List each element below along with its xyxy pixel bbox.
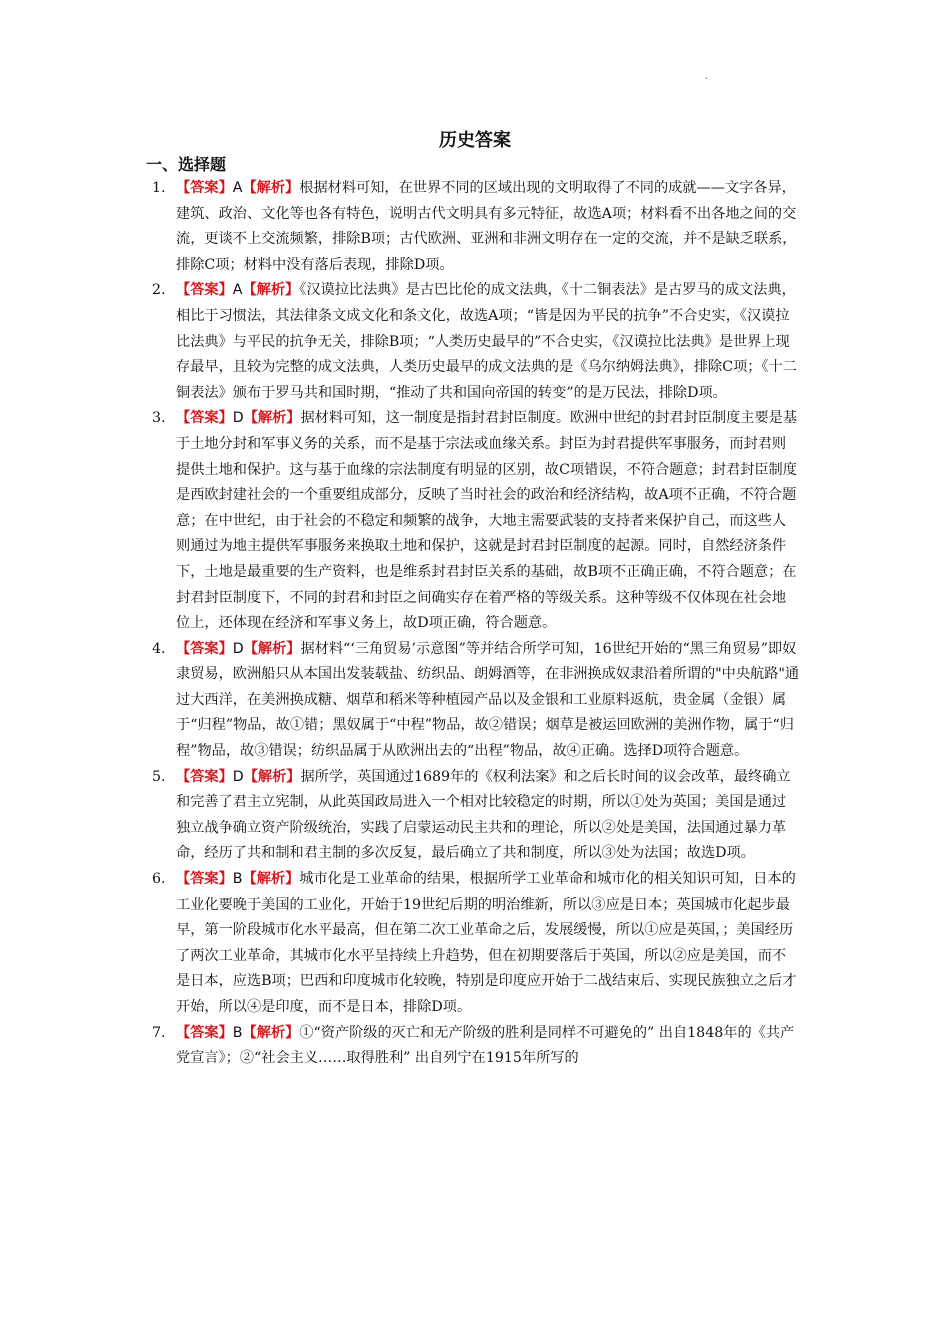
question-item xyxy=(146,867,800,1021)
analysis-tag: 【解析】 xyxy=(242,282,300,299)
question-item xyxy=(146,176,800,278)
analysis-text: 据材料可知，这一制度是指封君封臣制度。欧洲中世纪的封君封臣制度主要是基于土地分封和军事义务的关系，而不是基于宗法或血缘关系。封臣为封君提供军事服务，而封君则提供土地和保护。这与基于血缘的宗法制度有明显的区别，故C项错误，不符合题意；封君封臣制度是西欧封建社会的一个重要组成部分，反映了当时社会的政治和经济结构，故A项不正确，不符合题意；在中世纪，由于社会的不稳定和频繁的战争，大地主需要武装的支持者来保护自己，而这些人则通过为地主提供军事服务来换取土地和保护，这就是封君封臣制度的起源。同时，自然经济条件下，土地是最重要的生产资料，也是维系封君封臣关系的基础，故B项不正确正确，不符合题意；在封君封臣制度下，不同的封君和封臣之间确实存在着严格的等级关系。这种等级不仅体现在社会地位上，还体现在经济和军事义务上，故D项正确，符合题意。 xyxy=(176,410,798,632)
answer-letter: D xyxy=(232,768,244,785)
question-item xyxy=(146,765,800,867)
question-number: 6. xyxy=(152,871,166,888)
question-number: 7. xyxy=(152,1024,166,1041)
page-title: 历史答案 xyxy=(439,130,511,151)
answer-letter: B xyxy=(232,1024,243,1041)
answer-letter: B xyxy=(232,871,243,888)
question-item xyxy=(146,1021,800,1072)
section-heading: 一、选择题 xyxy=(146,155,227,174)
answer-tag: 【答案】 xyxy=(176,180,233,196)
analysis-text: 《汉谟拉比法典》是古巴比伦的成文法典，《十二铜表法》是古罗马的成文法典，相比于习惯法，其法律条文成文化和条文化，故选A项；“皆是因为平民的抗争”不合史实，《汉谟拉比法典》与平民的抗争无关，排除B项；“人类历史最早的”不合史实，《汉谟拉比法典》是世界上现存最早，且较为完整的成文法典，人类历史最早的成文法典的是《乌尔纳姆法典》，排除C项；《十二铜表法》颁布于罗马共和国时期，“推动了共和国向帝国的转变”的是万民法，排除D项。 xyxy=(176,282,797,401)
answer-letter: A xyxy=(232,282,243,299)
page-mark: · xyxy=(705,74,709,85)
answer-tag: 【答案】 xyxy=(176,640,233,657)
answer-tag: 【答案】 xyxy=(176,871,233,888)
analysis-tag: 【解析】 xyxy=(242,1024,300,1041)
question-number: 5. xyxy=(152,768,166,785)
analysis-tag: 【解析】 xyxy=(242,180,300,196)
question-item xyxy=(146,406,800,636)
answer-letter: D xyxy=(232,640,244,657)
analysis-tag: 【解析】 xyxy=(243,640,301,657)
analysis-tag: 【解析】 xyxy=(243,410,301,427)
answer-tag: 【答案】 xyxy=(176,410,233,427)
analysis-text: 据所学，英国通过1689年的《权利法案》和之后长时间的议会改革，最终确立和完善了君主立宪制，从此英国政局进入一个相对比较稳定的时期，所以①处为英国；美国是通过独立战争确立资产阶级统治，实践了启蒙运动民主共和的理论，所以②处是美国，法国通过暴力革命，经历了共和制和君主制的多次反复，最后确立了共和制度，所以③处为法国；故选D项。 xyxy=(176,768,791,862)
question-item xyxy=(146,278,800,406)
answer-tag: 【答案】 xyxy=(176,1024,233,1041)
analysis-text: 城市化是工业革命的结果，根据所学工业革命和城市化的相关知识可知，日本的工业化要晚于美国的工业化，开始于19世纪后期的明治维新，所以③应是日本；英国城市化起步最早，第一阶段城市化水平最高，但在第二次工业革命之后，发展缓慢，所以①应是英国，；美国经历了两次工业革命，其城市化水平呈持续上升趋势，但在初期要落后于英国，所以②应是美国，而不是日本，应选B项；巴西和印度城市化较晚，特别是印度应开始于二战结束后、实现民族独立之后才开始，所以④是印度，而不是日本，排除D项。 xyxy=(176,871,797,1015)
question-number: 1. xyxy=(152,180,166,196)
question-number: 2. xyxy=(152,282,166,299)
answer-letter: D xyxy=(232,410,244,427)
question-item xyxy=(146,637,800,765)
question-number: 4. xyxy=(152,640,166,657)
question-number: 3. xyxy=(152,410,166,427)
analysis-tag: 【解析】 xyxy=(242,871,300,888)
analysis-text: ①“资产阶级的灭亡和无产阶级的胜利是同样不可避免的” 出自1848年的《共产党宣言》；②“社会主义……取得胜利” 出自列宁在1915年所写的 xyxy=(176,1024,795,1067)
answer-tag: 【答案】 xyxy=(176,282,233,299)
analysis-tag: 【解析】 xyxy=(243,768,301,785)
answer-tag: 【答案】 xyxy=(176,768,233,785)
analysis-text: 据材料“‘三角贸易’示意图”等并结合所学可知，16世纪开始的“黑三角贸易”即奴隶贸易，欧洲船只从本国出发装载盐、纺织品、朗姆酒等，在非洲换成奴隶沿着所谓的"中央航路"通过大西洋，在美洲换成糖、烟草和稻米等种植园产品以及金银和工业原料返航，贵金属（金银）属于“归程”物品，故①错；黑奴属于“中程”物品，故②错误；烟草是被运回欧洲的美洲作物，属于“归程”物品，故③错误；纺织品属于从欧洲出去的“出程”物品，故④正确。选择D项符合题意。 xyxy=(176,640,800,760)
question-list xyxy=(146,176,800,1072)
analysis-text: 根据材料可知，在世界不同的区域出现的文明取得了不同的成就——文字各异，建筑、政治、文化等也各有特色，说明古代文明具有多元特征，故选A项；材料看不出各地之间的交流，更谈不上交流频繁，排除B项；古代欧洲、亚洲和非洲文明存在一定的交流，并不是缺乏联系，排除C项；材料中没有落后表现，排除D项。 xyxy=(176,180,797,273)
answer-letter: A xyxy=(232,180,243,196)
